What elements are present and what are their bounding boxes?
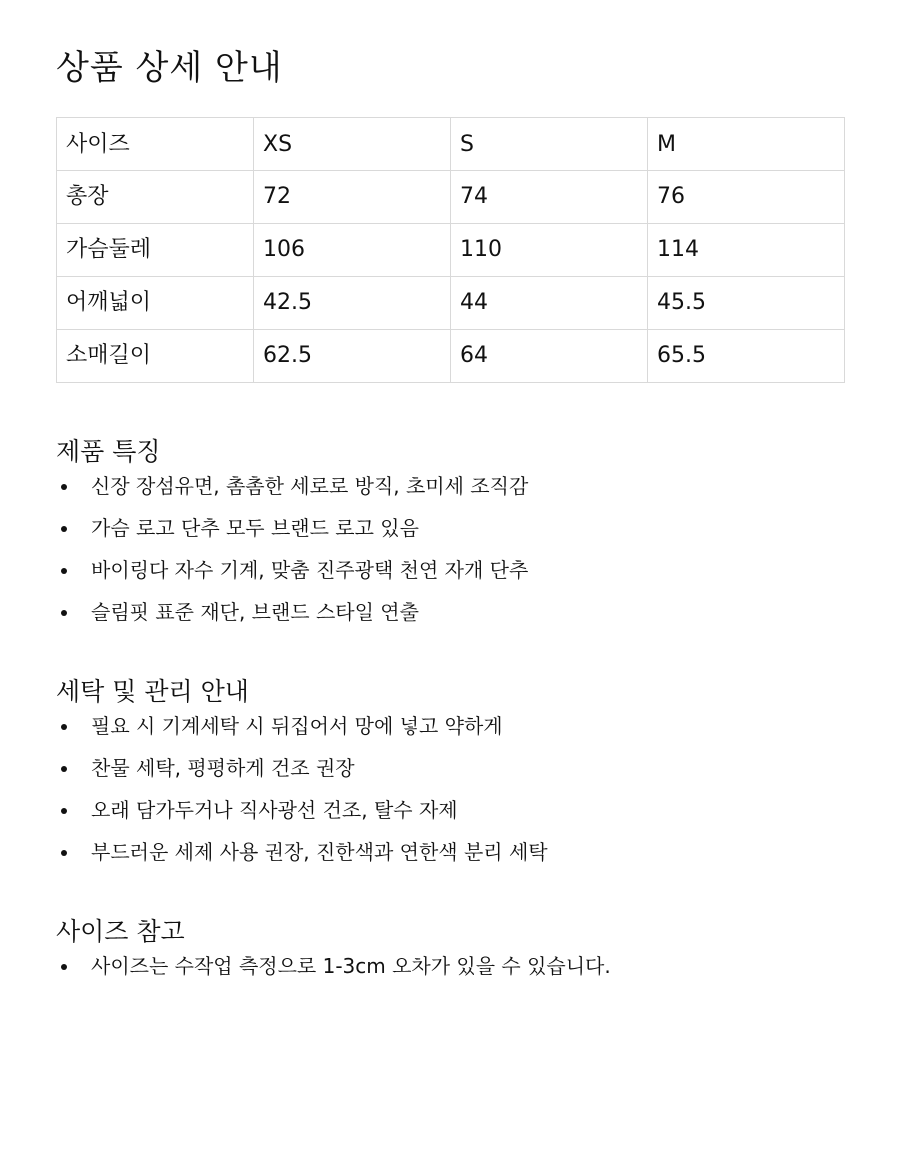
size-note-section xyxy=(56,916,844,980)
table-cell: 114 xyxy=(648,224,845,277)
size-table-header-cell: M xyxy=(648,118,845,171)
row-label-cell: 어깨넓이 xyxy=(57,277,254,330)
size-table-header-cell: S xyxy=(451,118,648,171)
list-item-text: 신장 장섬유면, 촘촘한 세로로 방직, 초미세 조직감 xyxy=(91,474,529,498)
table-cell: 110 xyxy=(451,224,648,277)
bullet-dot-icon xyxy=(61,766,67,772)
page-title: 상품 상세 안내 xyxy=(56,48,283,88)
table-cell: 62.5 xyxy=(254,330,451,383)
list-item xyxy=(56,598,844,626)
table-row xyxy=(57,224,845,277)
care-list xyxy=(56,712,844,866)
bullet-dot-icon xyxy=(61,568,67,574)
row-label-cell: 총장 xyxy=(57,171,254,224)
table-cell: 74 xyxy=(451,171,648,224)
list-item-text: 필요 시 기계세탁 시 뒤집어서 망에 넣고 약하게 xyxy=(91,714,503,738)
table-row xyxy=(57,330,845,383)
list-item xyxy=(56,796,844,824)
size-note-title: 사이즈 참고 xyxy=(56,917,185,946)
row-label-cell: 소매길이 xyxy=(57,330,254,383)
bullet-dot-icon xyxy=(61,808,67,814)
size-table xyxy=(56,117,845,383)
list-item-text: 바이링다 자수 기계, 맞춤 진주광택 천연 자개 단추 xyxy=(91,558,529,582)
size-table-header-cell: XS xyxy=(254,118,451,171)
table-cell: 64 xyxy=(451,330,648,383)
table-row xyxy=(57,171,845,224)
bullet-dot-icon xyxy=(61,526,67,532)
bullet-dot-icon xyxy=(61,850,67,856)
size-note-list xyxy=(56,952,844,980)
list-item-text: 찬물 세탁, 평평하게 건조 권장 xyxy=(91,756,355,780)
table-row xyxy=(57,277,845,330)
care-section xyxy=(56,676,844,866)
list-item xyxy=(56,556,844,584)
table-cell: 42.5 xyxy=(254,277,451,330)
care-title: 세탁 및 관리 안내 xyxy=(56,677,249,706)
list-item xyxy=(56,712,844,740)
bullet-dot-icon xyxy=(61,484,67,490)
bullet-dot-icon xyxy=(61,610,67,616)
size-table-header-cell: 사이즈 xyxy=(57,118,254,171)
list-item xyxy=(56,754,844,782)
list-item-text: 슬림핏 표준 재단, 브랜드 스타일 연출 xyxy=(91,600,419,624)
size-table-header-row xyxy=(57,118,845,171)
table-cell: 45.5 xyxy=(648,277,845,330)
features-section xyxy=(56,436,844,626)
list-item xyxy=(56,952,844,980)
list-item-text: 사이즈는 수작업 측정으로 1-3cm 오차가 있을 수 있습니다. xyxy=(91,954,611,978)
table-cell: 65.5 xyxy=(648,330,845,383)
table-cell: 76 xyxy=(648,171,845,224)
table-cell: 106 xyxy=(254,224,451,277)
list-item xyxy=(56,838,844,866)
features-list xyxy=(56,472,844,626)
list-item-text: 가슴 로고 단추 모두 브랜드 로고 있음 xyxy=(91,516,419,540)
list-item xyxy=(56,514,844,542)
bullet-dot-icon xyxy=(61,964,67,970)
table-cell: 72 xyxy=(254,171,451,224)
row-label-cell: 가슴둘레 xyxy=(57,224,254,277)
features-title: 제품 특징 xyxy=(56,437,161,466)
bullet-dot-icon xyxy=(61,724,67,730)
list-item xyxy=(56,472,844,500)
list-item-text: 오래 담가두거나 직사광선 건조, 탈수 자제 xyxy=(91,798,458,822)
list-item-text: 부드러운 세제 사용 권장, 진한색과 연한색 분리 세탁 xyxy=(91,840,548,864)
table-cell: 44 xyxy=(451,277,648,330)
